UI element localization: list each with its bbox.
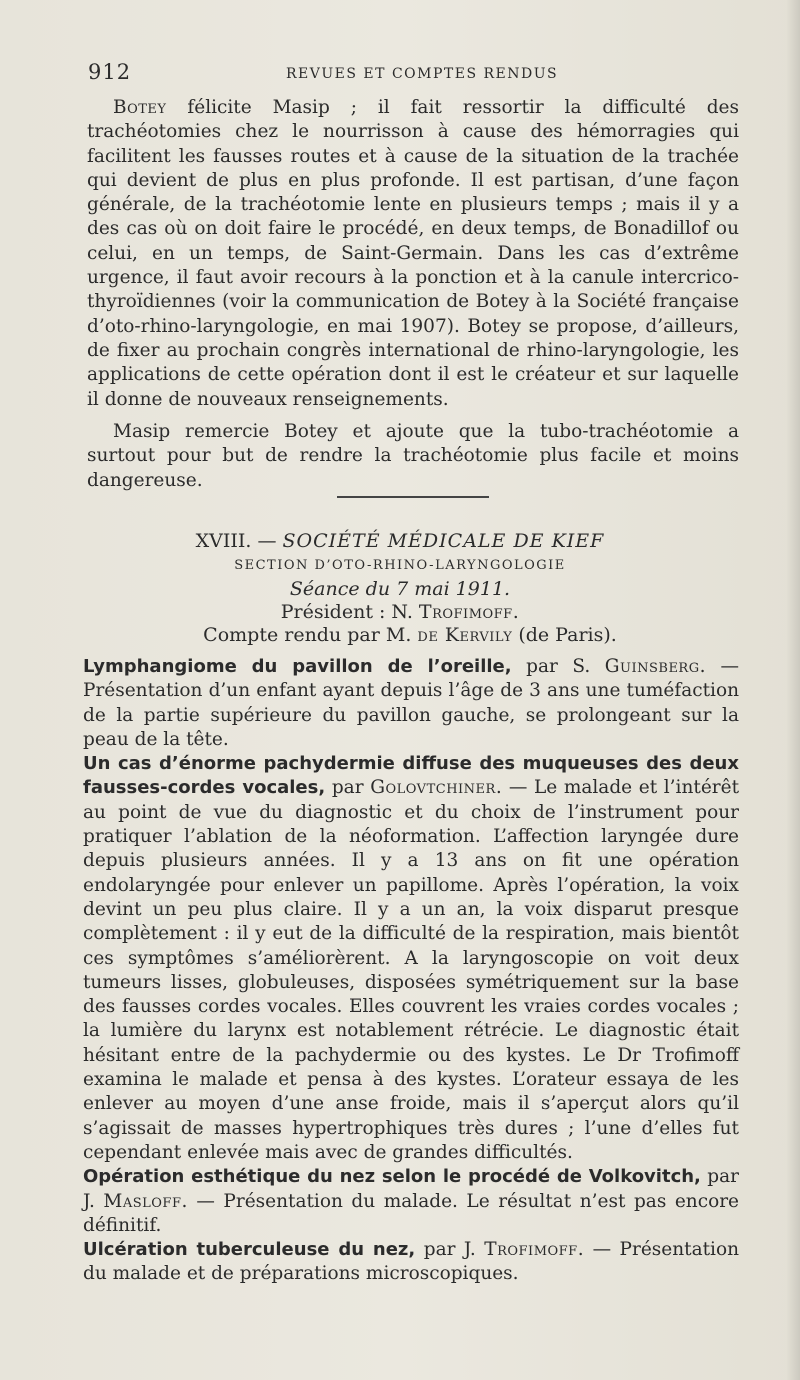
section-subtitle: SECTION D’OTO-RHINO-LARYNGOLOGIE bbox=[234, 558, 566, 573]
intro-paragraph-1 bbox=[87, 96, 739, 412]
entry-title: Un cas d’énorme pachydermie diffuse des muqueuses des deux fausses-cordes vocales, bbox=[83, 753, 739, 799]
entry-text: — Le malade et l’intérêt au point de vue du diagnostic et du choix de l’instrument pour pratiquer l’ablation de la néoformation. L’affection laryngée dure depuis plusieurs années. Il y a 13 ans on fit une opération endolaryngée pour enlever un papillome. Après l’opération, la voix devint un peu plus claire. Il y a un an, la voix disparut presque complètement : il y eut de la difficulté de la respiration, mais bientôt ces symptômes s’améliorèrent. A la laryngoscopie on voit deux tumeurs lisses, globuleuses, disposées symétriquement sur la base des fausses cordes vocales. Elles couvrent les vraies cordes vocales ; la lumière du larynx est notablement rétrécie. Le diagnostic était hésitant entre de la pachydermie ou des kystes. Le Dr Trofimoff examina le malade et pensa à des kystes. L’orateur essaya de les enlever au moyen d’une anse froide, mais il s’aperçut alors qu’il s’agissait de masses hypertrophiques très dures ; l’une d’elles fut cependant enlevée mais avec de grandes difficultés. bbox=[83, 777, 739, 1163]
report-label: Compte rendu par M. bbox=[203, 624, 418, 646]
entry-author: Trofimoff. bbox=[484, 1239, 585, 1261]
running-title: REVUES ET COMPTES RENDUS bbox=[286, 66, 559, 82]
entry-text: — Présentation du malade et de préparations microscopiques. bbox=[83, 1239, 740, 1285]
page-header bbox=[88, 60, 738, 90]
entry-title: Ulcération tuberculeuse du nez, bbox=[83, 1239, 416, 1261]
paragraph-text: félicite Masip ; il fait ressortir la difficulté des trachéotomies chez le nourrisson à cause des hémorragies qui facilitent les fausses routes et à cause de la situation de la trachée qui devient de plus en plus profonde. Il est partisan, d’une façon générale, de la trachéotomie lente en plusieurs temps ; mais il y a des cas où on doit faire le procédé, en deux temps, de Bonadillof ou celui, en un temps, de Saint-Germain. Dans les cas d’extrême urgence, il faut avoir recours à la ponction et à la canule intercrico-thyroïdiennes (voir la communication de Botey à la Société française d’oto-rhino-laryngologie, en mai 1907). Botey se propose, d’ailleurs, de fixer au prochain congrès international de rhino-laryngologie, les applications de cette opération dont il est le créateur et sur laquelle il donne de nouveaux renseignements. bbox=[87, 97, 739, 410]
report-author: de Kervily bbox=[417, 624, 513, 646]
entry-title: Opération esthétique du nez selon le procédé de Volkovitch, bbox=[83, 1166, 701, 1188]
report-author-line bbox=[0, 624, 800, 646]
entry-text: — Présentation d’un enfant ayant depuis l’âge de 3 ans une tuméfaction de la partie supérieure du pavillon gauche, se prolongeant sur la peau de la tête. bbox=[83, 656, 739, 750]
entry-by: par S. bbox=[511, 656, 605, 677]
section-divider bbox=[337, 496, 489, 498]
session-date: Séance du 7 mai 1911. bbox=[289, 578, 511, 600]
entry bbox=[83, 752, 739, 1165]
president-name: Trofimoff. bbox=[418, 601, 520, 623]
report-author-origin: (de Paris). bbox=[512, 624, 617, 646]
entry-text: — Présentation du malade. Le résultat n’est pas encore définitif. bbox=[83, 1190, 740, 1236]
section-title bbox=[0, 530, 800, 552]
paragraph-text: Masip remercie Botey et ajoute que la tubo-trachéotomie a surtout pour but de rendre la trachéotomie plus facile et moins dangereuse. bbox=[87, 421, 739, 491]
author-name: Botey bbox=[113, 97, 167, 118]
page-number: 912 bbox=[88, 60, 132, 84]
entry bbox=[83, 655, 739, 752]
entry-author: Golovtchiner. bbox=[370, 777, 503, 799]
entry-by: par J. bbox=[83, 1166, 739, 1212]
entry-author: Guinsberg. bbox=[604, 656, 706, 677]
entry bbox=[83, 1165, 739, 1238]
section-body bbox=[83, 655, 739, 1287]
president-line bbox=[0, 601, 800, 623]
intro-paragraph-2 bbox=[87, 420, 739, 493]
page-edge-shadow bbox=[786, 0, 800, 1380]
entry-by: par bbox=[325, 777, 371, 799]
entry-by: par J. bbox=[415, 1239, 485, 1261]
president-label: Président : N. bbox=[280, 601, 419, 623]
entry bbox=[83, 1238, 739, 1287]
entry-title: Lymphangiome du pavillon de l’oreille, bbox=[83, 656, 512, 677]
section-society-name: SOCIÉTÉ MÉDICALE DE KIEF bbox=[282, 530, 605, 552]
section-number: XVIII. — bbox=[195, 530, 277, 552]
entry-author: Masloff. bbox=[103, 1190, 188, 1212]
